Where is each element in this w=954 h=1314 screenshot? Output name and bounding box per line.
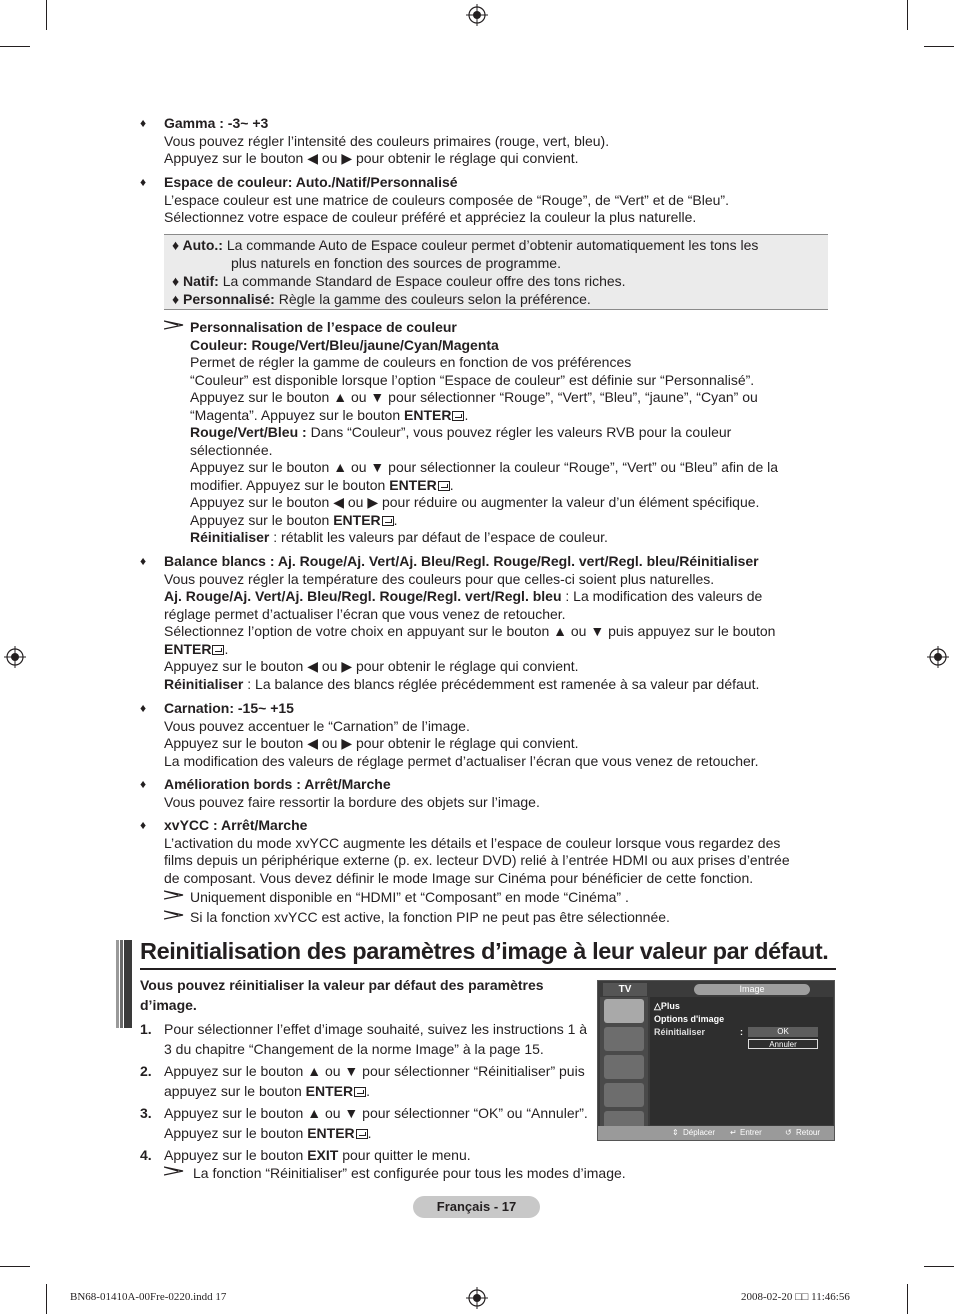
reinit-label: Réinitialiser [190,529,270,545]
picture-icon [604,999,644,1023]
rvb-text: Dans “Couleur”, vous pouvez régler les valeurs RVB pour la couleur [306,424,732,440]
footer-file-info: BN68-01410A-00Fre-0220.indd 17 [70,1291,227,1303]
espace-line: Sélectionnez votre espace de couleur préféré et appréciez la couleur la plus naturelle. [164,209,697,225]
footer-timestamp: 2008-02-20 □□ 11:46:56 [741,1291,850,1303]
carnation-line: Vous pouvez accentuer le “Carnation” de l’image. [164,717,470,734]
gamma-line: Vous pouvez régler l’intensité des couleurs primaires (rouge, vert, bleu). [164,132,610,149]
menu-footer-entrer: Entrer [740,1128,762,1137]
xvycc-line: de composant. Vous devez définir le mode Image sur Cinéma pour bénéficier de cette fonction. [164,869,754,886]
menu-tv-label: TV [603,983,647,996]
step-item [140,1145,590,1165]
section-intro: Vous pouvez réinitialiser la valeur par défaut des paramètres d’image. [140,977,544,1013]
step-number: 4. [140,1147,152,1163]
step-item [140,1019,590,1059]
step-item: 2. Appuyez sur le bouton ▲ ou ▼ pour sélectionner “Réinitialiser” puis appuyez sur le bouton ENTER . [140,1063,585,1099]
reinit-label: Réinitialiser [164,675,244,692]
crop-mark [46,1284,47,1314]
exit-label: EXIT [307,1147,339,1163]
xvycc-line: L’activation du mode xvYCC augmente les détails et l’espace de couleur lorsque vous regardez des [164,834,781,851]
carnation-title: Carnation: -15~ +15 [164,700,294,716]
note-arrow-icon [164,910,184,920]
note-arrow-icon [164,1166,184,1176]
rvb-text-cont: sélectionnée. [190,441,273,458]
menu-panel [650,997,833,1125]
auto-label: ♦ Auto.: [172,237,223,253]
perso-text: Règle la gamme des couleurs selon la préférence. [274,291,591,307]
carnation-line: La modification des valeurs de réglage permet d’actualiser l’écran que vous venez de retoucher. [164,752,759,769]
page-number-badge: Français - 17 [413,1196,540,1218]
espace-note-box [164,234,828,310]
balance-line: réglage permet d’actualiser l’écran que vous venez de retoucher. [164,605,566,622]
sound-icon [604,1027,644,1051]
xvycc-line: films depuis un périphérique externe (p. ex. lecteur DVD) relié à l’entrée HDMI ou aux prises d’entrée [164,852,790,868]
perso-heading: Personnalisation de l’espace de couleur [190,319,457,335]
step-number: 2. [140,1063,152,1079]
menu-footer-deplacer: Déplacer [683,1128,716,1137]
natif-label: ♦ Natif: [172,273,219,289]
rvb-label: Rouge/Vert/Bleu : [190,424,307,440]
espace-line: L’espace couleur est une matrice de couleurs composée de “Rouge”, de “Vert” et de “Bleu”. [164,191,729,208]
balance-line: Vous pouvez régler la température des couleurs pour que celles-ci soient plus naturelles. [164,570,715,587]
perso-line: Appuyez sur le bouton ▲ ou ▼ pour sélectionner la couleur “Rouge”, “Vert” ou “Bleu” afin de la [190,459,779,475]
step-text: Pour sélectionner l’effet d’image souhaité, suivez les instructions 1 à 3 du chapitre “Changement de la norme Image” à la page 15. [164,1021,588,1057]
balance-line: Appuyez sur le bouton ◀ ou ▶ pour obtenir le réglage qui convient. [164,658,579,674]
xvycc-section [140,817,830,887]
carnation-line: Appuyez sur le bouton ◀ ou ▶ pour obtenir le réglage qui convient. [164,735,579,751]
setup-icon [604,1083,644,1107]
enter-icon [212,645,224,655]
registration-mark-icon [466,1287,488,1309]
perso-line: Appuyez sur le bouton ◀ ou ▶ pour réduire ou augmenter la valeur d’un élément spécifique. [190,494,760,510]
step-item: 3. Appuyez sur le bouton ▲ ou ▼ pour sélectionner “OK” ou “Annuler”. Appuyez sur le bouton ENTER . [140,1105,588,1141]
section-note: La fonction “Réinitialiser” est configurée pour tous les modes d’image. [193,1165,626,1181]
carnation-section [140,700,830,770]
note-arrow-icon [164,320,184,330]
note-arrow-icon [164,890,184,900]
enter-icon [356,1129,368,1139]
menu-tab-image: Image [694,984,810,995]
menu-item: Réinitialiser [654,1027,706,1037]
perso-line: modifier. Appuyez sur le bouton [190,476,390,493]
crop-mark [0,1266,30,1267]
balance-section: ♦ Balance blancs : Aj. Rouge/Aj. Vert/Aj. Bleu/Regl. Rouge/Regl. vert/Regl. bleu/Réinitialiser Vous pouvez régler la température des couleurs pour que celles-ci soient plus naturelles. Aj. Rouge/Aj. Vert/Aj. Bleu/Regl. Rouge/Regl. vert/Regl. bleu : La modification des valeurs de réglage permet d’actualiser l’écran que vous venez de retoucher. Sélectionnez l’option de votre choix en appuyant sur le bouton ▲ ou ▼ puis appuyez sur le bouton ENTER . Appuyez sur le bouton ◀ ou ▶ pour obtenir le réglage qui convient. Réinitialiser : La balance des blancs réglée précédemment est ramenée à sa valeur par défaut. [140,553,830,693]
section-title: Reinitialisation des paramètres d’image à leur valeur par défaut. [140,938,829,964]
espace-section [140,174,830,227]
balance-line: Sélectionnez l’option de votre choix en appuyant sur le bouton ▲ ou ▼ puis appuyez sur le bouton [164,623,776,639]
registration-mark-icon [466,4,488,26]
enter-label: ENTER [333,511,381,528]
enter-icon [354,1087,366,1097]
step-number: 1. [140,1021,152,1037]
bords-section [140,776,830,811]
diamond-bullet-icon: ♦ [140,701,147,715]
xvycc-note: Uniquement disponible en “HDMI” et “Composant” en mode “Cinéma” . [190,889,629,905]
channel-icon [604,1055,644,1079]
perso-line: Appuyez sur le bouton [190,511,334,528]
menu-option-annuler: Annuler [748,1039,818,1049]
balance-title: Balance blancs : Aj. Rouge/Aj. Vert/Aj. Bleu/Regl. Rouge/Regl. vert/Regl. bleu/Réinitialiser [164,553,759,569]
bords-title: Amélioration bords : Arrêt/Marche [164,776,391,792]
enter-icon [452,411,464,421]
enter-label: ENTER [307,1125,355,1141]
diamond-bullet-icon: ♦ [140,175,147,189]
step-text: Appuyez sur le bouton ▲ ou ▼ pour sélectionner “OK” ou “Annuler”. Appuyez sur le bouton [164,1105,588,1141]
step-number: 3. [140,1105,152,1121]
diamond-bullet-icon: ♦ [140,818,147,832]
menu-item: △Plus [654,1001,680,1011]
reinit-text: : La balance des blancs réglée précédemment est ramenée à sa valeur par défaut. [243,675,760,692]
step-text: pour quitter le menu. [338,1147,471,1163]
registration-mark-icon [927,646,949,668]
section-title-bar [116,940,132,1028]
gamma-section [140,115,830,168]
espace-title: Espace de couleur: Auto./Natif/Personnalisé [164,174,458,190]
xvycc-note: Si la fonction xvYCC est active, la fonction PIP ne peut pas être sélectionnée. [190,909,670,925]
step-text: Appuyez sur le bouton [164,1147,308,1163]
perso-line: “Magenta”. Appuyez sur le bouton [190,406,405,423]
crop-mark [46,0,47,30]
crop-mark [907,1284,908,1314]
perso-line: Appuyez sur le bouton ▲ ou ▼ pour sélectionner “Rouge”, “Vert”, “Bleu”, “jaune”, “Cyan” ou [190,389,758,405]
perso-line: Permet de régler la gamme de couleurs en fonction de vos préférences [190,354,632,370]
reinit-text: : rétablit les valeurs par défaut de l’espace de couleur. [269,529,608,545]
diamond-bullet-icon: ♦ [140,116,147,130]
enter-label: ENTER [389,476,437,493]
balance-aj-label: Aj. Rouge/Aj. Vert/Aj. Bleu/Regl. Rouge/Regl. vert/Regl. bleu [164,588,562,604]
xvycc-title: xvYCC : Arrêt/Marche [164,817,308,833]
bords-line: Vous pouvez faire ressortir la bordure des objets sur l’image. [164,793,540,810]
crop-mark [0,46,30,47]
return-icon: ↺ [785,1128,792,1137]
move-icon: ⇕ [672,1128,679,1137]
perso-section: Personnalisation de l’espace de couleur Couleur: Rouge/Vert/Bleu/jaune/Cyan/Magenta Permet de régler la gamme de couleurs en fonction de vos préférences “Couleur” est disponible lorsque l’option “Espace de couleur” est définie sur “Personnalisé”. Appuyez sur le bouton ▲ ou ▼ pour sélectionner “Rouge”, “Vert”, “Bleu”, “jaune”, “Cyan” ou “Magenta”. Appuyez sur le bouton ENTER . Rouge/Vert/Bleu : Dans “Couleur”, vous pouvez régler les valeurs RVB pour la couleur sélectionnée. Appuyez sur le bouton ▲ ou ▼ pour sélectionner la couleur “Rouge”, “Vert” ou “Bleu” afin de la modifier. Appuyez sur le bouton ENTER . Appuyez sur le bouton ◀ ou ▶ pour réduire ou augmenter la valeur d’un élément spécifique. Appuyez sur le bouton ENTER . Réinitialiser : rétablit les valeurs par défaut de l’espace de couleur. [190,319,830,547]
enter-label: ENTER [305,1083,354,1099]
natif-text: La commande Standard de Espace couleur offre des tons riches. [218,273,626,289]
step-text: Appuyez sur le bouton ▲ ou ▼ pour sélectionner “Réinitialiser” puis appuyez sur le bouton [164,1063,585,1099]
reset-steps [140,975,590,1165]
diamond-bullet-icon: ♦ [140,777,147,791]
gamma-title: Gamma : -3~ +3 [164,115,269,131]
menu-item: Options d'image [654,1014,725,1024]
menu-colon: : [740,1027,743,1037]
perso-label: ♦ Personnalisé: [172,291,275,307]
crop-mark [907,0,908,30]
enter-icon [438,481,450,491]
tv-menu-screenshot [597,980,835,1141]
section-rule [140,968,836,970]
balance-aj-text: : La modification des valeurs de [561,588,763,604]
gamma-line: Appuyez sur le bouton ◀ ou ▶ pour obtenir le réglage qui convient. [164,150,579,166]
enter-small-icon: ↵ [730,1128,737,1137]
crop-mark [924,1266,954,1267]
enter-label: ENTER [164,640,212,657]
menu-option-ok: OK [748,1027,818,1037]
enter-label: ENTER [404,406,452,423]
enter-icon [382,516,394,526]
perso-line: “Couleur” est disponible lorsque l’option “Espace de couleur” est définie sur “Personnalisé”. [190,371,755,388]
diamond-bullet-icon: ♦ [140,554,147,568]
auto-text-cont: plus naturels en fonction des sources de programme. [231,255,561,271]
auto-text: La commande Auto de Espace couleur permet d’obtenir automatiquement les tons les [222,237,759,253]
perso-subheading: Couleur: Rouge/Vert/Bleu/jaune/Cyan/Magenta [190,336,499,353]
registration-mark-icon [4,646,26,668]
menu-footer-retour: Retour [796,1128,821,1137]
menu-footer [598,1126,834,1140]
menu-sidebar [600,997,648,1135]
crop-mark [924,46,954,47]
